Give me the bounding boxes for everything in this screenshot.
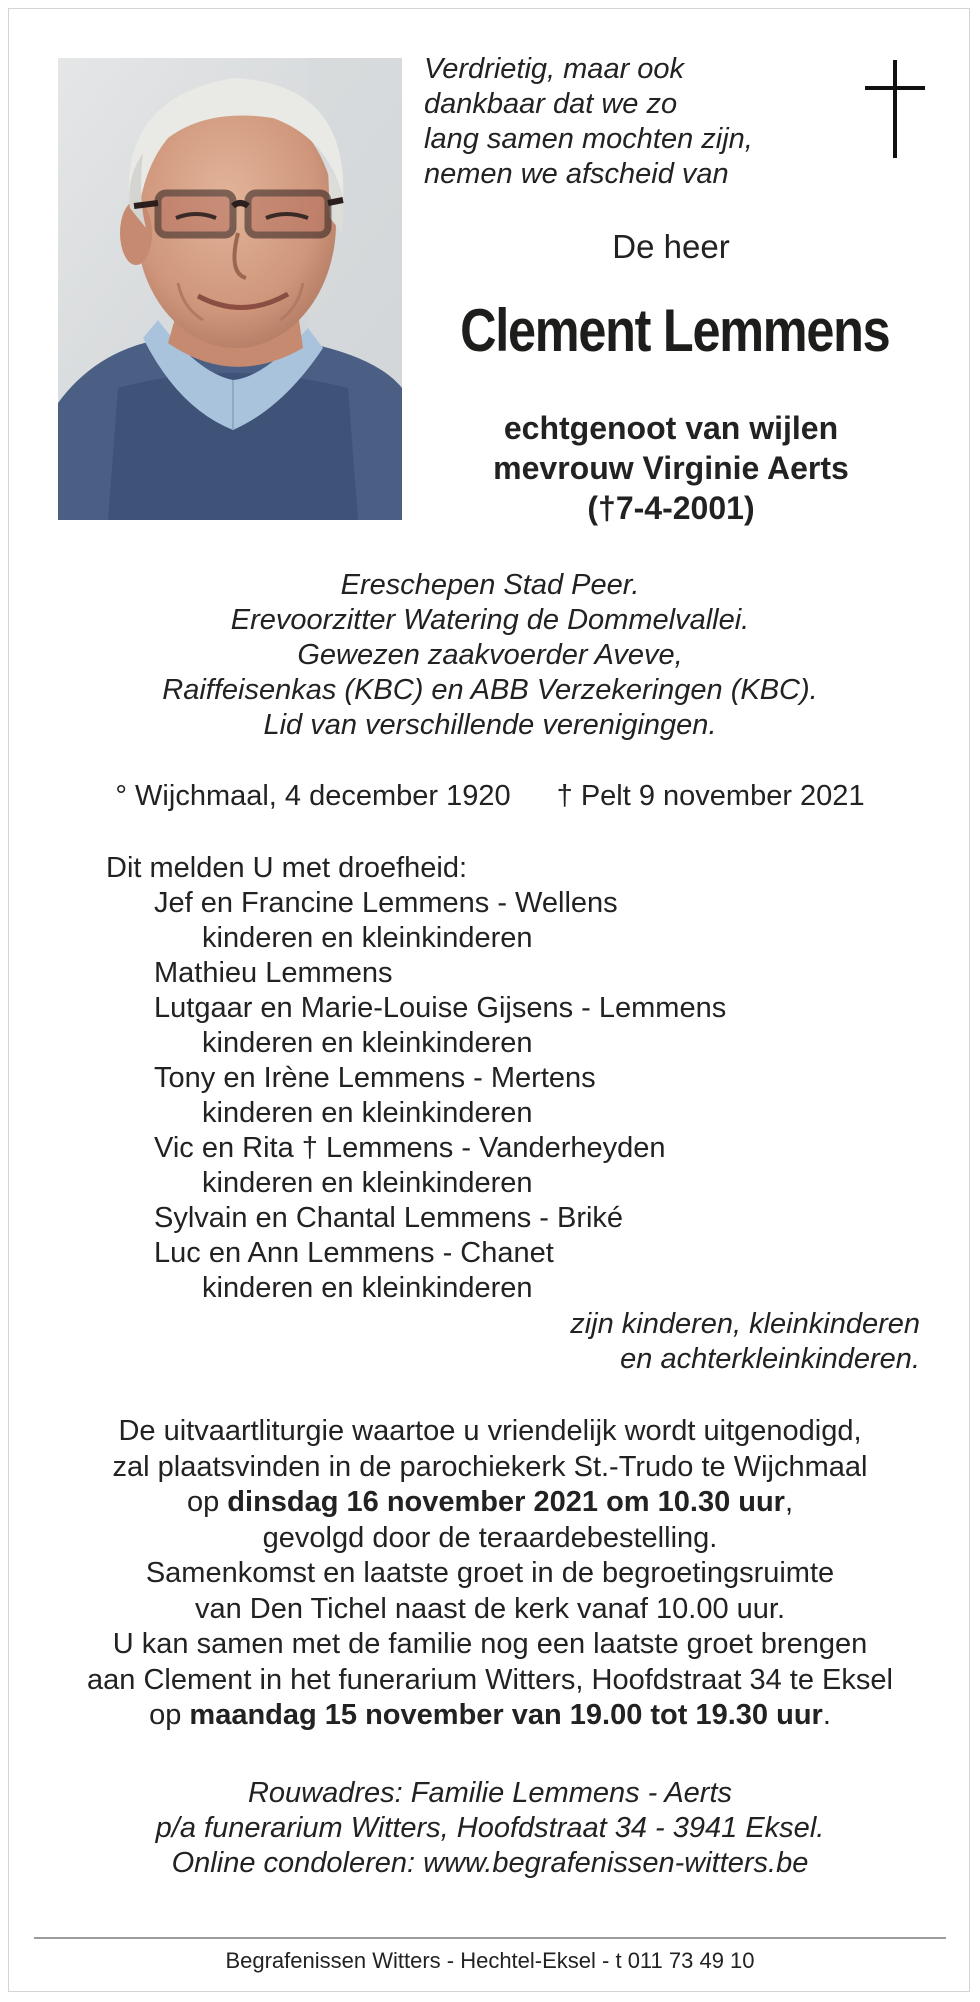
service-text: op	[186, 1486, 228, 1518]
online-condolences: Online condoleren: www.begrafenissen-witters.be	[171, 1847, 809, 1879]
birth-date: ° Wijchmaal, 4 december 1920	[115, 780, 511, 812]
title-line: Erevoorzitter Watering de Dommelvallei.	[230, 604, 750, 636]
family-member-line: Mathieu Lemmens	[154, 957, 393, 989]
family-member-line: Sylvain en Chantal Lemmens - Briké	[154, 1202, 624, 1234]
title-line: Raiffeisenkas (KBC) en ABB Verzekeringen (KBC).	[162, 674, 818, 706]
footer-divider	[34, 1937, 946, 1939]
life-dates	[0, 780, 980, 813]
family-member-line: Tony en Irène Lemmens - Mertens	[154, 1062, 596, 1094]
latin-cross-icon	[865, 60, 925, 160]
deceased-name: Clement Lemmens	[460, 297, 890, 364]
family-member-line: Lutgaar en Marie-Louise Gijsens - Lemmens	[154, 992, 727, 1024]
service-text: ,	[784, 1486, 794, 1518]
family-member-line: Jef en Francine Lemmens - Wellens	[154, 887, 618, 919]
family-member-line: Luc en Ann Lemmens - Chanet	[154, 1237, 554, 1269]
family-descendants-line: kinderen en kleinkinderen	[202, 922, 533, 954]
service-line: Samenkomst en laatste groet in de begroetingsruimte	[145, 1557, 835, 1589]
service-line: U kan samen met de familie nog een laatste groet brengen	[112, 1628, 868, 1660]
family-closing-line: zijn kinderen, kleinkinderen	[570, 1308, 920, 1340]
mourning-address: Rouwadres: Familie Lemmens - Aerts	[247, 1777, 733, 1809]
family-member-line: Vic en Rita † Lemmens - Vanderheyden	[154, 1132, 666, 1164]
service-line: gevolgd door de teraardebestelling.	[262, 1521, 718, 1554]
title-line: Lid van verschillende verenigingen.	[263, 709, 717, 741]
intro-text	[424, 52, 804, 192]
service-date: dinsdag 16 november 2021 om 10.30 uur	[227, 1486, 785, 1518]
portrait-photo	[58, 58, 402, 520]
family-descendants-line: kinderen en kleinkinderen	[202, 1167, 533, 1199]
service-line: De uitvaartliturgie waartoe u vriendelijk wordt uitgenodigd,	[118, 1415, 862, 1447]
funeral-home-address: p/a funerarium Witters, Hoofdstraat 34 - 3941 Eksel.	[155, 1812, 825, 1844]
funeral-service-info	[0, 1414, 980, 1734]
spouse-block	[424, 408, 918, 528]
service-line: zal plaatsvinden in de parochiekerk St.-Trudo te Wijchmaal	[112, 1450, 868, 1483]
service-line: van Den Tichel naast de kerk vanaf 10.00 uur.	[194, 1592, 786, 1625]
spouse-line: mevrouw Virginie Aerts	[493, 450, 849, 486]
service-line: aan Clement in het funerarium Witters, Hoofdstraat 34 te Eksel	[87, 1663, 893, 1696]
service-text: .	[822, 1699, 831, 1731]
visitation-date-line	[0, 1698, 980, 1734]
visitation-date: maandag 15 november van 19.00 tot 19.30 uur	[189, 1699, 823, 1731]
death-date: † Pelt 9 november 2021	[556, 780, 865, 812]
intro-line: nemen we afscheid van	[424, 158, 729, 190]
family-descendants-line: kinderen en kleinkinderen	[202, 1272, 533, 1304]
spouse-line: echtgenoot van wijlen	[503, 410, 839, 446]
title-line: Gewezen zaakvoerder Aveve,	[297, 639, 683, 671]
intro-line: lang samen mochten zijn,	[424, 123, 753, 155]
title-line: Ereschepen Stad Peer.	[340, 569, 640, 601]
family-descendants-line: kinderen en kleinkinderen	[202, 1097, 533, 1129]
family-lead: Dit melden U met droefheid:	[106, 852, 468, 884]
intro-line: dankbaar dat we zo	[424, 88, 678, 120]
salutation: De heer	[612, 228, 730, 265]
intro-line: Verdrietig, maar ook	[424, 53, 685, 85]
contact-info	[0, 1776, 980, 1881]
footer-funeral-director: Begrafenissen Witters - Hechtel-Eksel - t 011 73 49 10	[225, 1948, 755, 1973]
family-closing-line: en achterkleinkinderen.	[620, 1343, 920, 1375]
honorary-titles	[0, 568, 980, 743]
family-descendants-line: kinderen en kleinkinderen	[202, 1027, 533, 1059]
spouse-line: (†7-4-2001)	[587, 490, 755, 526]
service-text: op	[149, 1699, 190, 1731]
service-date-line	[0, 1485, 980, 1521]
